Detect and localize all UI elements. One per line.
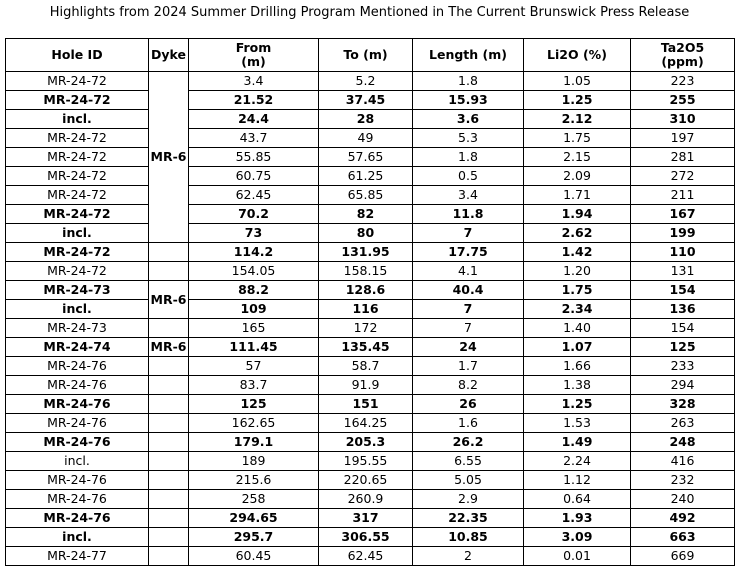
table-row: [6, 91, 735, 110]
cell-from: 88.2: [189, 281, 319, 300]
cell-li2o: 1.25: [524, 91, 631, 110]
cell-li2o: 2.34: [524, 300, 631, 319]
cell-from: 154.05: [189, 262, 319, 281]
cell-hole-id: MR-24-72: [6, 262, 149, 281]
cell-to: 65.85: [319, 186, 413, 205]
cell-to: 37.45: [319, 91, 413, 110]
cell-dyke: [149, 490, 189, 509]
cell-hole-id: MR-24-74: [6, 338, 149, 357]
cell-to: 91.9: [319, 376, 413, 395]
cell-li2o: 2.09: [524, 167, 631, 186]
cell-length: 26: [413, 395, 524, 414]
table-row: [6, 357, 735, 376]
table-row: [6, 110, 735, 129]
cell-hole-id: MR-24-72: [6, 205, 149, 224]
cell-li2o: 1.42: [524, 243, 631, 262]
cell-dyke: [149, 243, 189, 262]
cell-length: 5.05: [413, 471, 524, 490]
cell-length: 24: [413, 338, 524, 357]
cell-to: 80: [319, 224, 413, 243]
cell-to: 57.65: [319, 148, 413, 167]
cell-hole-id: MR-24-72: [6, 129, 149, 148]
cell-dyke: [149, 452, 189, 471]
cell-from: 73: [189, 224, 319, 243]
cell-li2o: 1.38: [524, 376, 631, 395]
cell-hole-id: incl.: [6, 300, 149, 319]
cell-length: 10.85: [413, 528, 524, 547]
cell-li2o: 1.49: [524, 433, 631, 452]
cell-from: 295.7: [189, 528, 319, 547]
cell-hole-id: incl.: [6, 224, 149, 243]
cell-li2o: 1.07: [524, 338, 631, 357]
table-row: [6, 319, 735, 338]
cell-length: 3.6: [413, 110, 524, 129]
cell-dyke: [149, 395, 189, 414]
cell-li2o: 2.24: [524, 452, 631, 471]
cell-to: 131.95: [319, 243, 413, 262]
cell-to: 158.15: [319, 262, 413, 281]
cell-hole-id: MR-24-76: [6, 414, 149, 433]
cell-dyke: [149, 509, 189, 528]
cell-ta2o5: 197: [631, 129, 735, 148]
cell-li2o: 1.53: [524, 414, 631, 433]
table-row: [6, 490, 735, 509]
cell-hole-id: MR-24-72: [6, 91, 149, 110]
cell-to: 172: [319, 319, 413, 338]
cell-ta2o5: 136: [631, 300, 735, 319]
cell-from: 111.45: [189, 338, 319, 357]
cell-li2o: 2.62: [524, 224, 631, 243]
header-length: Length (m): [413, 39, 524, 72]
cell-li2o: 0.64: [524, 490, 631, 509]
cell-li2o: 1.20: [524, 262, 631, 281]
table-row: [6, 338, 735, 357]
cell-from: 162.65: [189, 414, 319, 433]
header-ta2o5: Ta2O5 (ppm): [631, 39, 735, 72]
cell-from: 24.4: [189, 110, 319, 129]
cell-length: 15.93: [413, 91, 524, 110]
table-row: [6, 300, 735, 319]
cell-ta2o5: 154: [631, 281, 735, 300]
table-row: [6, 433, 735, 452]
cell-to: 306.55: [319, 528, 413, 547]
cell-to: 61.25: [319, 167, 413, 186]
cell-length: 40.4: [413, 281, 524, 300]
cell-from: 189: [189, 452, 319, 471]
cell-li2o: 1.93: [524, 509, 631, 528]
table-row: [6, 148, 735, 167]
cell-li2o: 1.40: [524, 319, 631, 338]
cell-ta2o5: 328: [631, 395, 735, 414]
cell-from: 165: [189, 319, 319, 338]
cell-ta2o5: 492: [631, 509, 735, 528]
cell-ta2o5: 663: [631, 528, 735, 547]
table-row: [6, 452, 735, 471]
cell-from: 258: [189, 490, 319, 509]
cell-dyke: [149, 528, 189, 547]
cell-length: 4.1: [413, 262, 524, 281]
cell-to: 62.45: [319, 547, 413, 566]
cell-ta2o5: 167: [631, 205, 735, 224]
cell-length: 1.8: [413, 148, 524, 167]
cell-to: 164.25: [319, 414, 413, 433]
cell-length: 0.5: [413, 167, 524, 186]
cell-length: 22.35: [413, 509, 524, 528]
cell-from: 21.52: [189, 91, 319, 110]
cell-length: 2: [413, 547, 524, 566]
cell-li2o: 1.75: [524, 281, 631, 300]
table-row: [6, 205, 735, 224]
cell-from: 60.75: [189, 167, 319, 186]
cell-ta2o5: 131: [631, 262, 735, 281]
cell-from: 125: [189, 395, 319, 414]
cell-to: 317: [319, 509, 413, 528]
cell-hole-id: MR-24-76: [6, 471, 149, 490]
cell-hole-id: MR-24-72: [6, 72, 149, 91]
cell-li2o: 1.94: [524, 205, 631, 224]
cell-length: 5.3: [413, 129, 524, 148]
cell-length: 17.75: [413, 243, 524, 262]
cell-hole-id: MR-24-72: [6, 167, 149, 186]
cell-ta2o5: 310: [631, 110, 735, 129]
cell-li2o: 1.25: [524, 395, 631, 414]
cell-hole-id: MR-24-77: [6, 547, 149, 566]
cell-dyke: [149, 262, 189, 281]
cell-dyke: MR-6: [149, 72, 189, 243]
cell-dyke: [149, 376, 189, 395]
cell-length: 7: [413, 224, 524, 243]
cell-to: 151: [319, 395, 413, 414]
cell-length: 1.6: [413, 414, 524, 433]
table-row: [6, 186, 735, 205]
cell-from: 83.7: [189, 376, 319, 395]
cell-to: 116: [319, 300, 413, 319]
cell-ta2o5: 294: [631, 376, 735, 395]
table-row: [6, 167, 735, 186]
cell-to: 28: [319, 110, 413, 129]
cell-hole-id: MR-24-72: [6, 243, 149, 262]
cell-hole-id: MR-24-73: [6, 281, 149, 300]
cell-from: 215.6: [189, 471, 319, 490]
cell-to: 195.55: [319, 452, 413, 471]
cell-hole-id: MR-24-73: [6, 319, 149, 338]
table-row: [6, 509, 735, 528]
table-row: [6, 395, 735, 414]
cell-from: 70.2: [189, 205, 319, 224]
cell-ta2o5: 669: [631, 547, 735, 566]
cell-length: 2.9: [413, 490, 524, 509]
cell-dyke: [149, 547, 189, 566]
table-row: [6, 528, 735, 547]
cell-to: 260.9: [319, 490, 413, 509]
cell-li2o: 2.15: [524, 148, 631, 167]
header-from: From (m): [189, 39, 319, 72]
cell-li2o: 1.75: [524, 129, 631, 148]
cell-ta2o5: 110: [631, 243, 735, 262]
cell-length: 1.7: [413, 357, 524, 376]
cell-ta2o5: 233: [631, 357, 735, 376]
cell-hole-id: MR-24-72: [6, 186, 149, 205]
cell-ta2o5: 199: [631, 224, 735, 243]
cell-length: 1.8: [413, 72, 524, 91]
cell-from: 3.4: [189, 72, 319, 91]
cell-ta2o5: 272: [631, 167, 735, 186]
header-li2o: Li2O (%): [524, 39, 631, 72]
table-row: [6, 547, 735, 566]
cell-li2o: 1.66: [524, 357, 631, 376]
cell-ta2o5: 154: [631, 319, 735, 338]
cell-dyke: [149, 319, 189, 338]
cell-hole-id: incl.: [6, 528, 149, 547]
table-row: [6, 72, 735, 91]
cell-to: 49: [319, 129, 413, 148]
cell-li2o: 1.05: [524, 72, 631, 91]
table-row: [6, 376, 735, 395]
cell-dyke: [149, 414, 189, 433]
cell-from: 294.65: [189, 509, 319, 528]
cell-hole-id: MR-24-76: [6, 509, 149, 528]
cell-to: 128.6: [319, 281, 413, 300]
cell-ta2o5: 281: [631, 148, 735, 167]
cell-length: 3.4: [413, 186, 524, 205]
cell-to: 82: [319, 205, 413, 224]
cell-ta2o5: 232: [631, 471, 735, 490]
cell-from: 114.2: [189, 243, 319, 262]
cell-hole-id: MR-24-76: [6, 490, 149, 509]
cell-length: 11.8: [413, 205, 524, 224]
cell-ta2o5: 255: [631, 91, 735, 110]
cell-from: 57: [189, 357, 319, 376]
table-row: [6, 129, 735, 148]
cell-li2o: 0.01: [524, 547, 631, 566]
cell-li2o: 1.71: [524, 186, 631, 205]
table-row: [6, 243, 735, 262]
table-row: [6, 281, 735, 300]
header-row: [6, 39, 735, 72]
cell-to: 220.65: [319, 471, 413, 490]
cell-hole-id: incl.: [6, 110, 149, 129]
cell-dyke: [149, 433, 189, 452]
cell-ta2o5: 125: [631, 338, 735, 357]
cell-li2o: 1.12: [524, 471, 631, 490]
cell-to: 58.7: [319, 357, 413, 376]
cell-hole-id: MR-24-76: [6, 376, 149, 395]
table-row: [6, 224, 735, 243]
cell-to: 5.2: [319, 72, 413, 91]
table-row: [6, 262, 735, 281]
cell-ta2o5: 223: [631, 72, 735, 91]
cell-from: 109: [189, 300, 319, 319]
cell-length: 8.2: [413, 376, 524, 395]
table-body: [6, 72, 735, 566]
header-hole-id: Hole ID: [6, 39, 149, 72]
cell-dyke: MR-6: [149, 281, 189, 319]
cell-from: 55.85: [189, 148, 319, 167]
cell-to: 135.45: [319, 338, 413, 357]
cell-from: 43.7: [189, 129, 319, 148]
table-title: Highlights from 2024 Summer Drilling Program Mentioned in The Current Brunswick Press Release: [49, 5, 690, 20]
header-dyke: Dyke: [149, 39, 189, 72]
cell-ta2o5: 248: [631, 433, 735, 452]
cell-length: 26.2: [413, 433, 524, 452]
header-to: To (m): [319, 39, 413, 72]
cell-hole-id: MR-24-76: [6, 395, 149, 414]
drilling-results-table: [5, 38, 735, 566]
cell-ta2o5: 240: [631, 490, 735, 509]
cell-hole-id: MR-24-72: [6, 148, 149, 167]
cell-from: 60.45: [189, 547, 319, 566]
cell-length: 6.55: [413, 452, 524, 471]
cell-length: 7: [413, 300, 524, 319]
table-row: [6, 471, 735, 490]
cell-dyke: [149, 471, 189, 490]
cell-ta2o5: 263: [631, 414, 735, 433]
cell-from: 179.1: [189, 433, 319, 452]
cell-li2o: 3.09: [524, 528, 631, 547]
cell-li2o: 2.12: [524, 110, 631, 129]
cell-hole-id: MR-24-76: [6, 357, 149, 376]
cell-to: 205.3: [319, 433, 413, 452]
cell-ta2o5: 211: [631, 186, 735, 205]
cell-hole-id: incl.: [6, 452, 149, 471]
cell-hole-id: MR-24-76: [6, 433, 149, 452]
cell-length: 7: [413, 319, 524, 338]
cell-dyke: MR-6: [149, 338, 189, 357]
table-row: [6, 414, 735, 433]
cell-dyke: [149, 357, 189, 376]
cell-from: 62.45: [189, 186, 319, 205]
cell-ta2o5: 416: [631, 452, 735, 471]
